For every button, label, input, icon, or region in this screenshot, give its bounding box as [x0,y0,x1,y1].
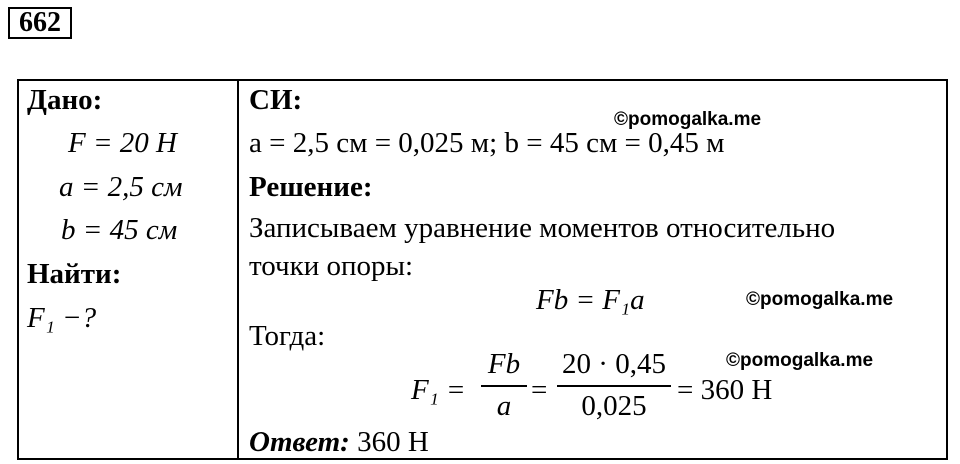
fraction2-numerator: 20 · 0,45 [562,348,666,380]
fraction1-bar [481,385,527,387]
given-heading: Дано: [27,84,103,116]
fraction1-numerator: Fb [487,348,521,380]
find-heading: Найти: [27,258,122,290]
answer [249,425,429,459]
fraction-fb-over-a [481,347,527,427]
given-a: a = 2,5 см [59,171,183,203]
solution-text-line1: Записываем уравнение моментов относительно [249,212,836,244]
given-b: b = 45 см [61,214,178,246]
then-label: Тогда: [249,320,326,352]
solution-table [17,79,948,460]
fraction2-bar [557,385,671,387]
column-divider [237,81,239,458]
problem-number: 662 [8,7,72,39]
answer-label: Ответ: [249,426,350,458]
formula-result: = 360 Н [677,374,773,406]
moment-equation: Fb = F₁a [536,284,645,316]
fraction2-denominator: 0,025 [581,390,647,422]
watermark: ©pomogalka.me [746,289,894,310]
si-conversion: a = 2,5 см = 0,025 м; b = 45 см = 0,45 м [249,127,725,159]
fraction-values [557,347,671,427]
watermark: ©pomogalka.me [726,350,874,371]
watermark: ©pomogalka.me [614,109,762,130]
si-heading: СИ: [249,84,303,116]
fraction1-denominator: a [496,390,512,422]
formula-lhs: F₁ = [411,374,466,406]
given-force: F = 20 Н [68,127,177,159]
formula-equals: = [531,374,548,406]
solution-text-line2: точки опоры: [249,250,414,282]
answer-value: 360 Н [357,426,429,458]
find-value: F₁ −? [27,302,97,334]
solution-heading: Решение: [249,171,373,203]
